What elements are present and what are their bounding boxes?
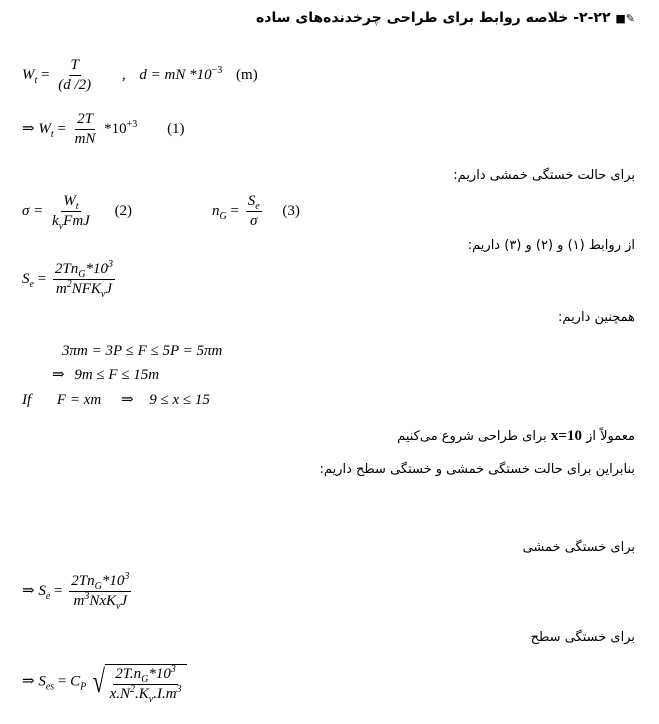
fraction: $\frac{S_e}{\sigma}$	[247, 193, 260, 229]
section-heading	[256, 10, 635, 26]
radical-sign-icon: √	[92, 663, 105, 699]
text-bending-fatigue: برای حالت خستگی خمشی داریم:	[453, 168, 635, 183]
section-number: ۲-۲۲-	[573, 10, 611, 26]
fraction: $\frac{2Tn_G*10^3}{m^3NxK_vJ}$	[71, 571, 130, 612]
fraction: $\frac{T}{(d /2)}$	[58, 57, 92, 93]
section-title: خلاصه روابط برای طراحی چرخدنده‌های ساده	[256, 10, 569, 26]
text-therefore: بنابراین برای حالت خستگی خمشی و خستگی سطح داریم:	[319, 462, 635, 477]
text-usual-start: معمولاً از x=10 برای طراحی شروع می‌کنیم	[397, 428, 635, 444]
text-surface-fatigue: برای خستگی سطح	[530, 630, 635, 645]
text-also-have: همچنین داریم:	[558, 310, 635, 325]
text-bending-fatigue-2: برای خستگی خمشی	[522, 540, 635, 555]
square-root	[90, 662, 187, 705]
equation-ses-surface: ⇒ $S_{es} = C_P$ √ $\frac{2T.n_G*10^3}{x.N^2.K_v.I.m^3}$	[22, 662, 187, 702]
equation-se: $S_e$ = $\frac{2Tn_G*10^3}{m^2NFK_vJ}$	[22, 259, 113, 300]
equation-sigma: σ = $\frac{W_t}{k_vFmJ}$ (2)	[22, 193, 133, 232]
fraction: $\frac{W_t}{k_vFmJ}$	[52, 193, 90, 232]
fraction: $\frac{2T.n_G*10^3}{x.N^2.K_v.I.m^3}$	[109, 664, 182, 705]
equation-se-bending: ⇒ $S_e$ = $\frac{2Tn_G*10^3}{m^3NxK_vJ}$	[22, 571, 130, 612]
equation-face-width-range: 3πm = 3P ≤ F ≤ 5P = 5πm	[62, 343, 223, 359]
text-from-relations: از روابط (۱) و (۲) و (۳) داریم:	[467, 238, 635, 253]
equation-tag: (2)	[114, 202, 133, 219]
equation-x-range: If F = xm ⇒ 9 ≤ x ≤ 15	[22, 392, 210, 408]
equation-wt-definition: $W_t$ = $\frac{T}{(d /2)}$ , d = mN $*10^{-3}$ (m)	[22, 57, 258, 93]
equation-tag: (1)	[167, 120, 185, 137]
equation-face-width-m: ⇒ 9m ≤ F ≤ 15m	[52, 367, 160, 383]
equation-tag: (3)	[282, 202, 300, 219]
fraction: $\frac{2T}{mN}$	[74, 111, 96, 147]
equation-safety-factor: $n_G$ = $\frac{S_e}{\sigma}$ (3)	[212, 193, 300, 229]
pen-pointer-icon: ✎■	[615, 12, 635, 25]
equation-wt-result: ⇒ $W_t$ = $\frac{2T}{mN}$ $*10^{+3}$ (1)	[22, 111, 185, 147]
fraction: $\frac{2Tn_G*10^3}{m^2NFK_vJ}$	[54, 259, 113, 300]
